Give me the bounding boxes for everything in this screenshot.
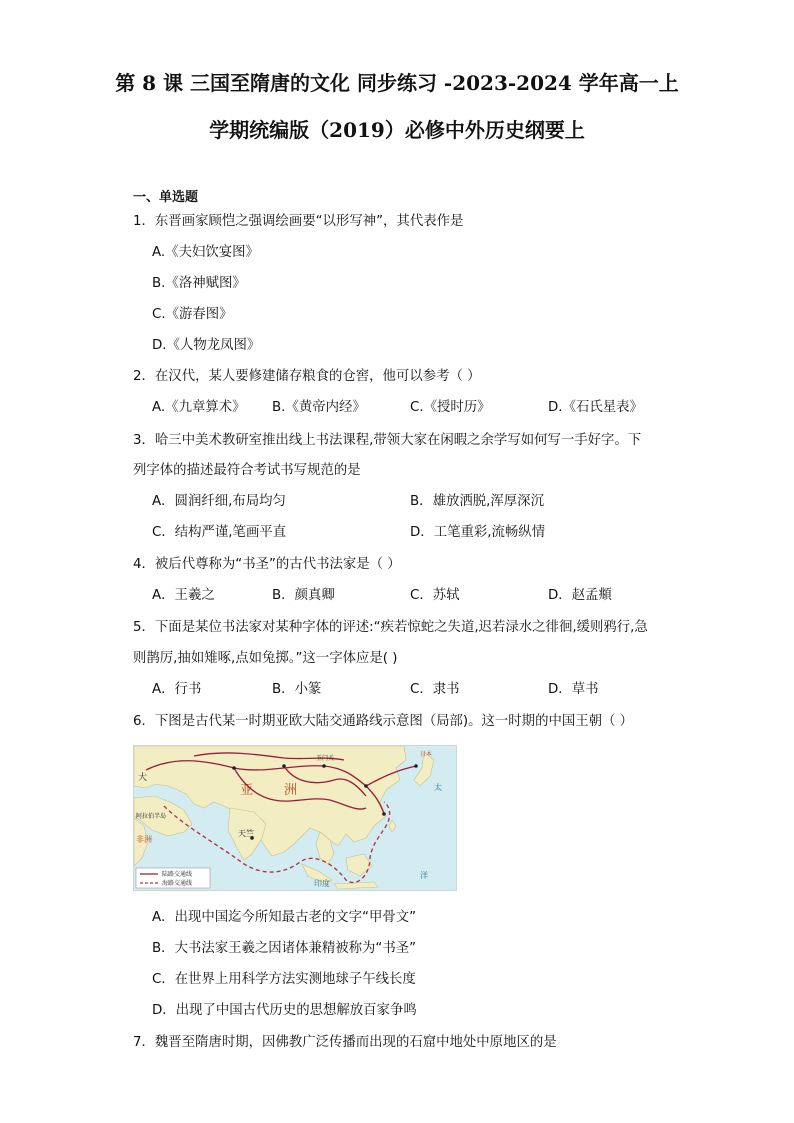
page-title-line-2: 学期统编版（2019）必修中外历史纲要上 [209,118,585,142]
section-heading: 一、单选题 [133,190,199,205]
question-1-option-c: C.《游春图》 [152,307,233,322]
question-2-option-b: B.《黄帝内经》 [272,400,366,415]
question-3-option-c: C．结构严谨,笔画平直 [152,525,287,540]
question-6-option-a: A．出现中国迄今所知最古老的文字“甲骨文” [152,910,417,925]
question-4-option-c: C．苏轼 [410,588,460,603]
map-label-tianzhu: 天竺 [238,829,254,838]
question-3-stem-line-2: 列字体的描述最符合考试书写规范的是 [133,463,361,478]
city-dot [414,764,418,768]
map-label-asia-2: 洲 [284,783,298,798]
question-2-stem: 2．在汉代，某人要修建储存粮食的仓窖，他可以参考（ ） [133,369,481,384]
legend-sea-label: 海路交通线 [162,880,193,887]
question-6-option-b: B．大书法家王羲之因诸体兼精被称为“书圣” [152,941,417,956]
question-5-stem-line-2: 则鹊厉,抽如雉啄,点如兔掷。”这一字体应是( ) [133,651,398,666]
map-label-asia: 亚 [240,783,254,798]
question-7-stem: 7．魏晋至隋唐时期，因佛教广泛传播而出现的石窟中地处中原地区的是 [133,1035,557,1050]
map-label-yumen: 玉门关 [316,755,335,762]
question-2-option-c: C.《授时历》 [410,400,491,415]
map-label-japan: 日本 [420,751,433,758]
question-5-option-c: C．隶书 [410,682,460,697]
map-label-yindu: 印度 [314,879,330,888]
question-4-option-a: A．王羲之 [152,588,215,603]
question-3-option-a: A．圆润纤细,布局均匀 [152,494,286,509]
city-dot [232,766,236,770]
legend-land-label: 陆路交通线 [162,871,193,878]
question-5-stem-line-1: 5．下面是某位书法家对某种字体的评述:“疾若惊蛇之失道,迟若渌水之徘徊,缓则鸦行,急 [133,620,648,635]
city-dot [382,812,386,816]
map-legend [136,868,210,888]
question-5-option-b: B．小篆 [272,682,322,697]
question-5-option-a: A．行书 [152,682,202,697]
map-label-taiping: 太 [434,783,442,792]
map-label-arabia: 阿拉伯半岛 [136,813,167,820]
eurasia-route-map [133,745,457,891]
city-dot [282,764,286,768]
map-label-africa: 非洲 [136,835,152,844]
question-4-stem: 4．被后代尊称为“书圣”的古代书法家是（ ） [133,557,401,572]
map-label-yang: 洋 [420,871,428,880]
question-3-stem-line-1: 3．哈三中美术教研室推出线上书法课程,带领大家在闲暇之余学写如何写一手好字。下 [133,433,642,448]
question-6-stem: 6．下图是古代某一时期亚欧大陆交通路线示意图（局部)。这一时期的中国王朝（ ） [133,714,634,729]
question-6-option-c: C．在世界上用科学方法实测地球子午线长度 [152,972,416,987]
city-dot [364,784,368,788]
question-3-option-d: D．工笔重彩,流畅纵情 [410,525,546,540]
question-3-option-b: B．雄放洒脱,浑厚深沉 [410,494,544,509]
question-2-option-a: A.《九章算术》 [152,400,246,415]
question-1-option-b: B.《洛神赋图》 [152,276,246,291]
city-dot [322,764,326,768]
question-4-option-b: B．颜真卿 [272,588,335,603]
question-1-stem: 1．东晋画家顾恺之强调绘画要“以形写神”，其代表作是 [133,214,464,229]
question-2-option-d: D.《石氏星表》 [548,400,643,415]
question-4-option-d: D．赵孟頫 [548,588,612,603]
page-title-line-1: 第 8 课 三国至隋唐的文化 同步练习 -2023-2024 学年高一上 [115,71,679,95]
question-1-option-d: D.《人物龙凤图》 [152,338,261,353]
question-1-option-a: A.《夫妇饮宴图》 [152,245,259,260]
question-6-option-d: D．出现了中国古代历史的思想解放百家争鸣 [152,1003,417,1018]
map-label-da: 大 [138,773,148,783]
question-5-option-d: D．草书 [548,682,599,697]
